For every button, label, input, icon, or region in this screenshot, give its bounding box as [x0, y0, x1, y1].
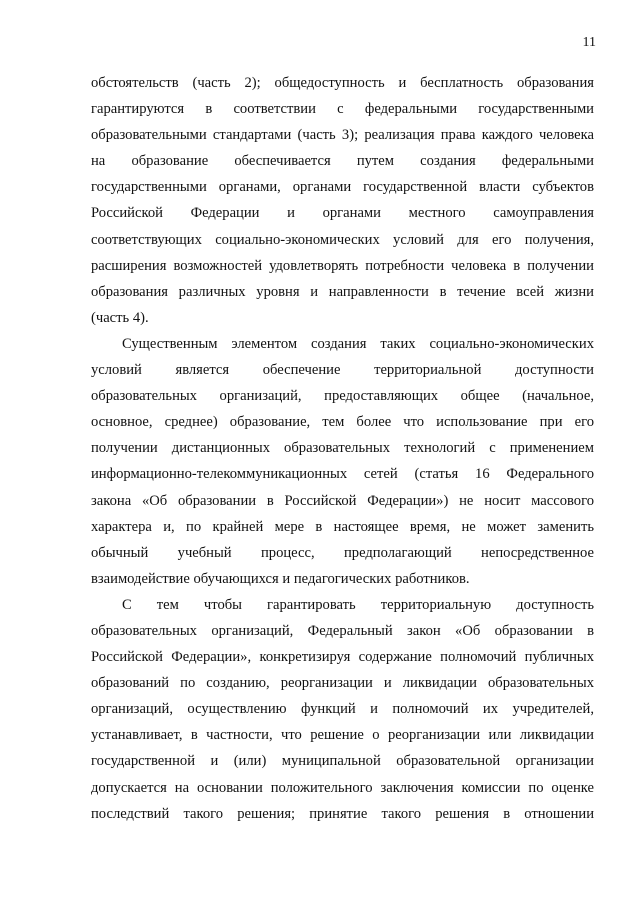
paragraph-1-line-7: соответствующих социально-экономических условий для его получения,: [91, 231, 594, 248]
paragraph-1-line-2: гарантируются в соответствии с федеральными государственными: [91, 101, 594, 118]
paragraph-2-line-1: Существенным элементом создания таких социально-экономических: [122, 335, 594, 352]
paragraph-1-line-10: (часть 4).: [91, 309, 149, 326]
paragraph-3-line-7: государственной и (или) муниципальной образовательной организации: [91, 753, 594, 770]
paragraph-3-line-9: последствий такого решения; принятие такого решения в отношении: [91, 805, 594, 822]
paragraph-3-line-4: образований по созданию, реорганизации и ликвидации образовательных: [91, 675, 594, 692]
paragraph-3-line-8: допускается на основании положительного заключения комиссии по оценке: [91, 779, 594, 796]
paragraph-3-line-2: образовательных организаций, Федеральный закон «Об образовании в: [91, 622, 594, 639]
paragraph-3-line-3: Российской Федерации», конкретизируя содержание полномочий публичных: [91, 649, 594, 666]
paragraph-2-line-8: характера и, по крайней мере в настоящее время, не может заменить: [91, 518, 594, 535]
paragraph-2-line-4: основное, среднее) образование, тем более что использование при его: [91, 414, 594, 431]
paragraph-2-line-7: закона «Об образовании в Российской Федерации») не носит массового: [91, 492, 594, 509]
paragraph-1-line-5: государственными органами, органами государственной власти субъектов: [91, 179, 594, 196]
paragraph-1-line-9: образования различных уровня и направленности в течение всей жизни: [91, 283, 594, 300]
paragraph-2-line-3: образовательных организаций, предоставляющих общее (начальное,: [91, 388, 594, 405]
paragraph-3-line-5: организаций, осуществлению функций и полномочий их учредителей,: [91, 701, 594, 718]
paragraph-1-line-3: образовательными стандартами (часть 3); реализация права каждого человека: [91, 127, 594, 144]
paragraph-1-line-4: на образование обеспечивается путем создания федеральными: [91, 153, 594, 170]
paragraph-2-line-2: условий является обеспечение территориальной доступности: [91, 362, 594, 379]
paragraph-2-line-10: взаимодействие обучающихся и педагогических работников.: [91, 570, 470, 587]
paragraph-3-line-1: С тем чтобы гарантировать территориальную доступность: [122, 596, 594, 613]
paragraph-2-line-9: обычный учебный процесс, предполагающий непосредственное: [91, 544, 594, 561]
paragraph-1-line-1: обстоятельств (часть 2); общедоступность и бесплатность образования: [91, 75, 594, 91]
document-body: [91, 70, 594, 827]
paragraph-1-line-6: Российской Федерации и органами местного самоуправления: [91, 205, 594, 222]
paragraph-1-line-8: расширения возможностей удовлетворять потребности человека в получении: [91, 257, 594, 274]
paragraph-2-line-6: информационно-телекоммуникационных сетей (статья 16 Федерального: [91, 466, 594, 483]
paragraph-3-line-6: устанавливает, в частности, что решение о реорганизации или ликвидации: [91, 727, 594, 744]
paragraph-2-line-5: получении дистанционных образовательных технологий с применением: [91, 440, 594, 457]
page-number: 11: [582, 35, 596, 50]
